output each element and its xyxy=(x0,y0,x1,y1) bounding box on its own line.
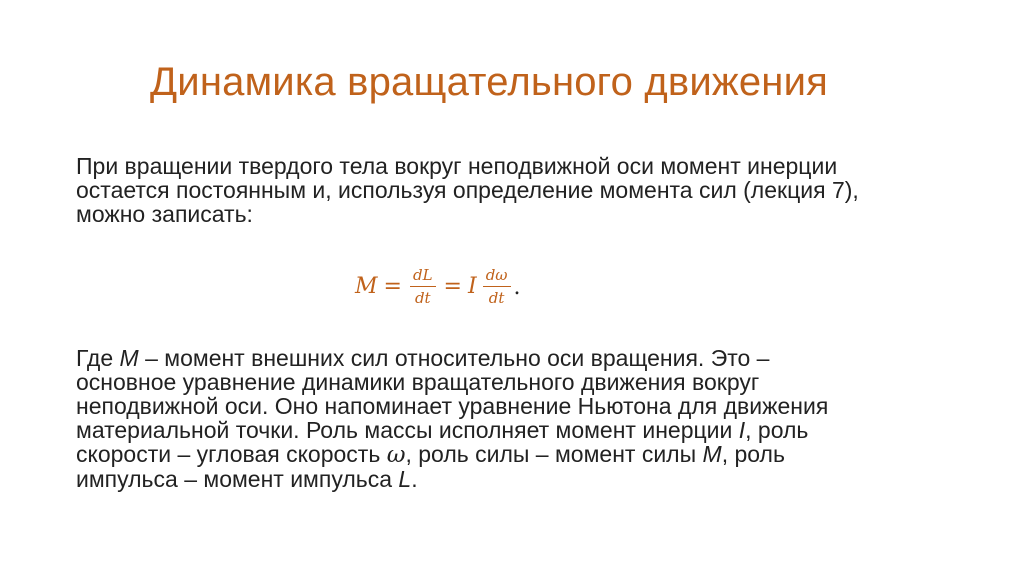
text-run: , роль силы – момент силы xyxy=(405,441,703,467)
symbol-L: L xyxy=(398,466,412,492)
symbol-omega: ω xyxy=(386,442,406,468)
explanation-paragraph xyxy=(76,346,956,491)
text-run: , роль xyxy=(721,441,785,467)
formula-fraction-domega-dt xyxy=(483,266,511,307)
formula-equals-1: = xyxy=(383,273,402,299)
formula-coefficient: I xyxy=(467,273,477,299)
explanation-line-6 xyxy=(76,467,956,491)
intro-line-3: можно записать: xyxy=(76,201,253,227)
formula-lhs: M xyxy=(355,273,378,299)
explanation-line-5 xyxy=(76,442,956,467)
explanation-line-4 xyxy=(76,418,956,442)
intro-line-2: остается постоянным и, используя определение момента сил (лекция 7), xyxy=(76,177,859,203)
fraction-numerator: dω xyxy=(483,266,511,287)
slide-title: Динамика вращательного движения xyxy=(150,60,828,104)
explanation-line-3: неподвижной оси. Оно напоминает уравнение Ньютона для движения xyxy=(76,393,829,419)
symbol-I: I xyxy=(738,417,746,443)
text-run: Где xyxy=(76,345,120,371)
text-run: , роль xyxy=(745,417,809,443)
fraction-denominator: dt xyxy=(414,288,431,307)
explanation-line-2: основное уравнение динамики вращательного движения вокруг xyxy=(76,369,760,395)
text-run: скорости – угловая скорость xyxy=(76,441,387,467)
explanation-line-1 xyxy=(76,346,956,370)
symbol-M: M xyxy=(702,441,722,467)
text-run: импульса – момент импульса xyxy=(76,466,399,492)
text-run: – момент внешних сил относительно оси вращения. Это – xyxy=(138,345,770,371)
fraction-denominator: dt xyxy=(488,288,505,307)
text-run: . xyxy=(411,466,418,492)
fraction-numerator: dL xyxy=(410,266,436,287)
symbol-M: M xyxy=(119,345,139,371)
formula-period: . xyxy=(513,275,521,300)
text-run: материальной точки. Роль массы исполняет момент инерции xyxy=(76,417,739,443)
formula-equals-2: = xyxy=(443,273,462,299)
torque-formula xyxy=(355,256,521,316)
formula-fraction-dL-dt xyxy=(410,266,436,307)
intro-paragraph xyxy=(76,154,956,226)
intro-line-1: При вращении твердого тела вокруг неподвижной оси момент инерции xyxy=(76,153,838,179)
